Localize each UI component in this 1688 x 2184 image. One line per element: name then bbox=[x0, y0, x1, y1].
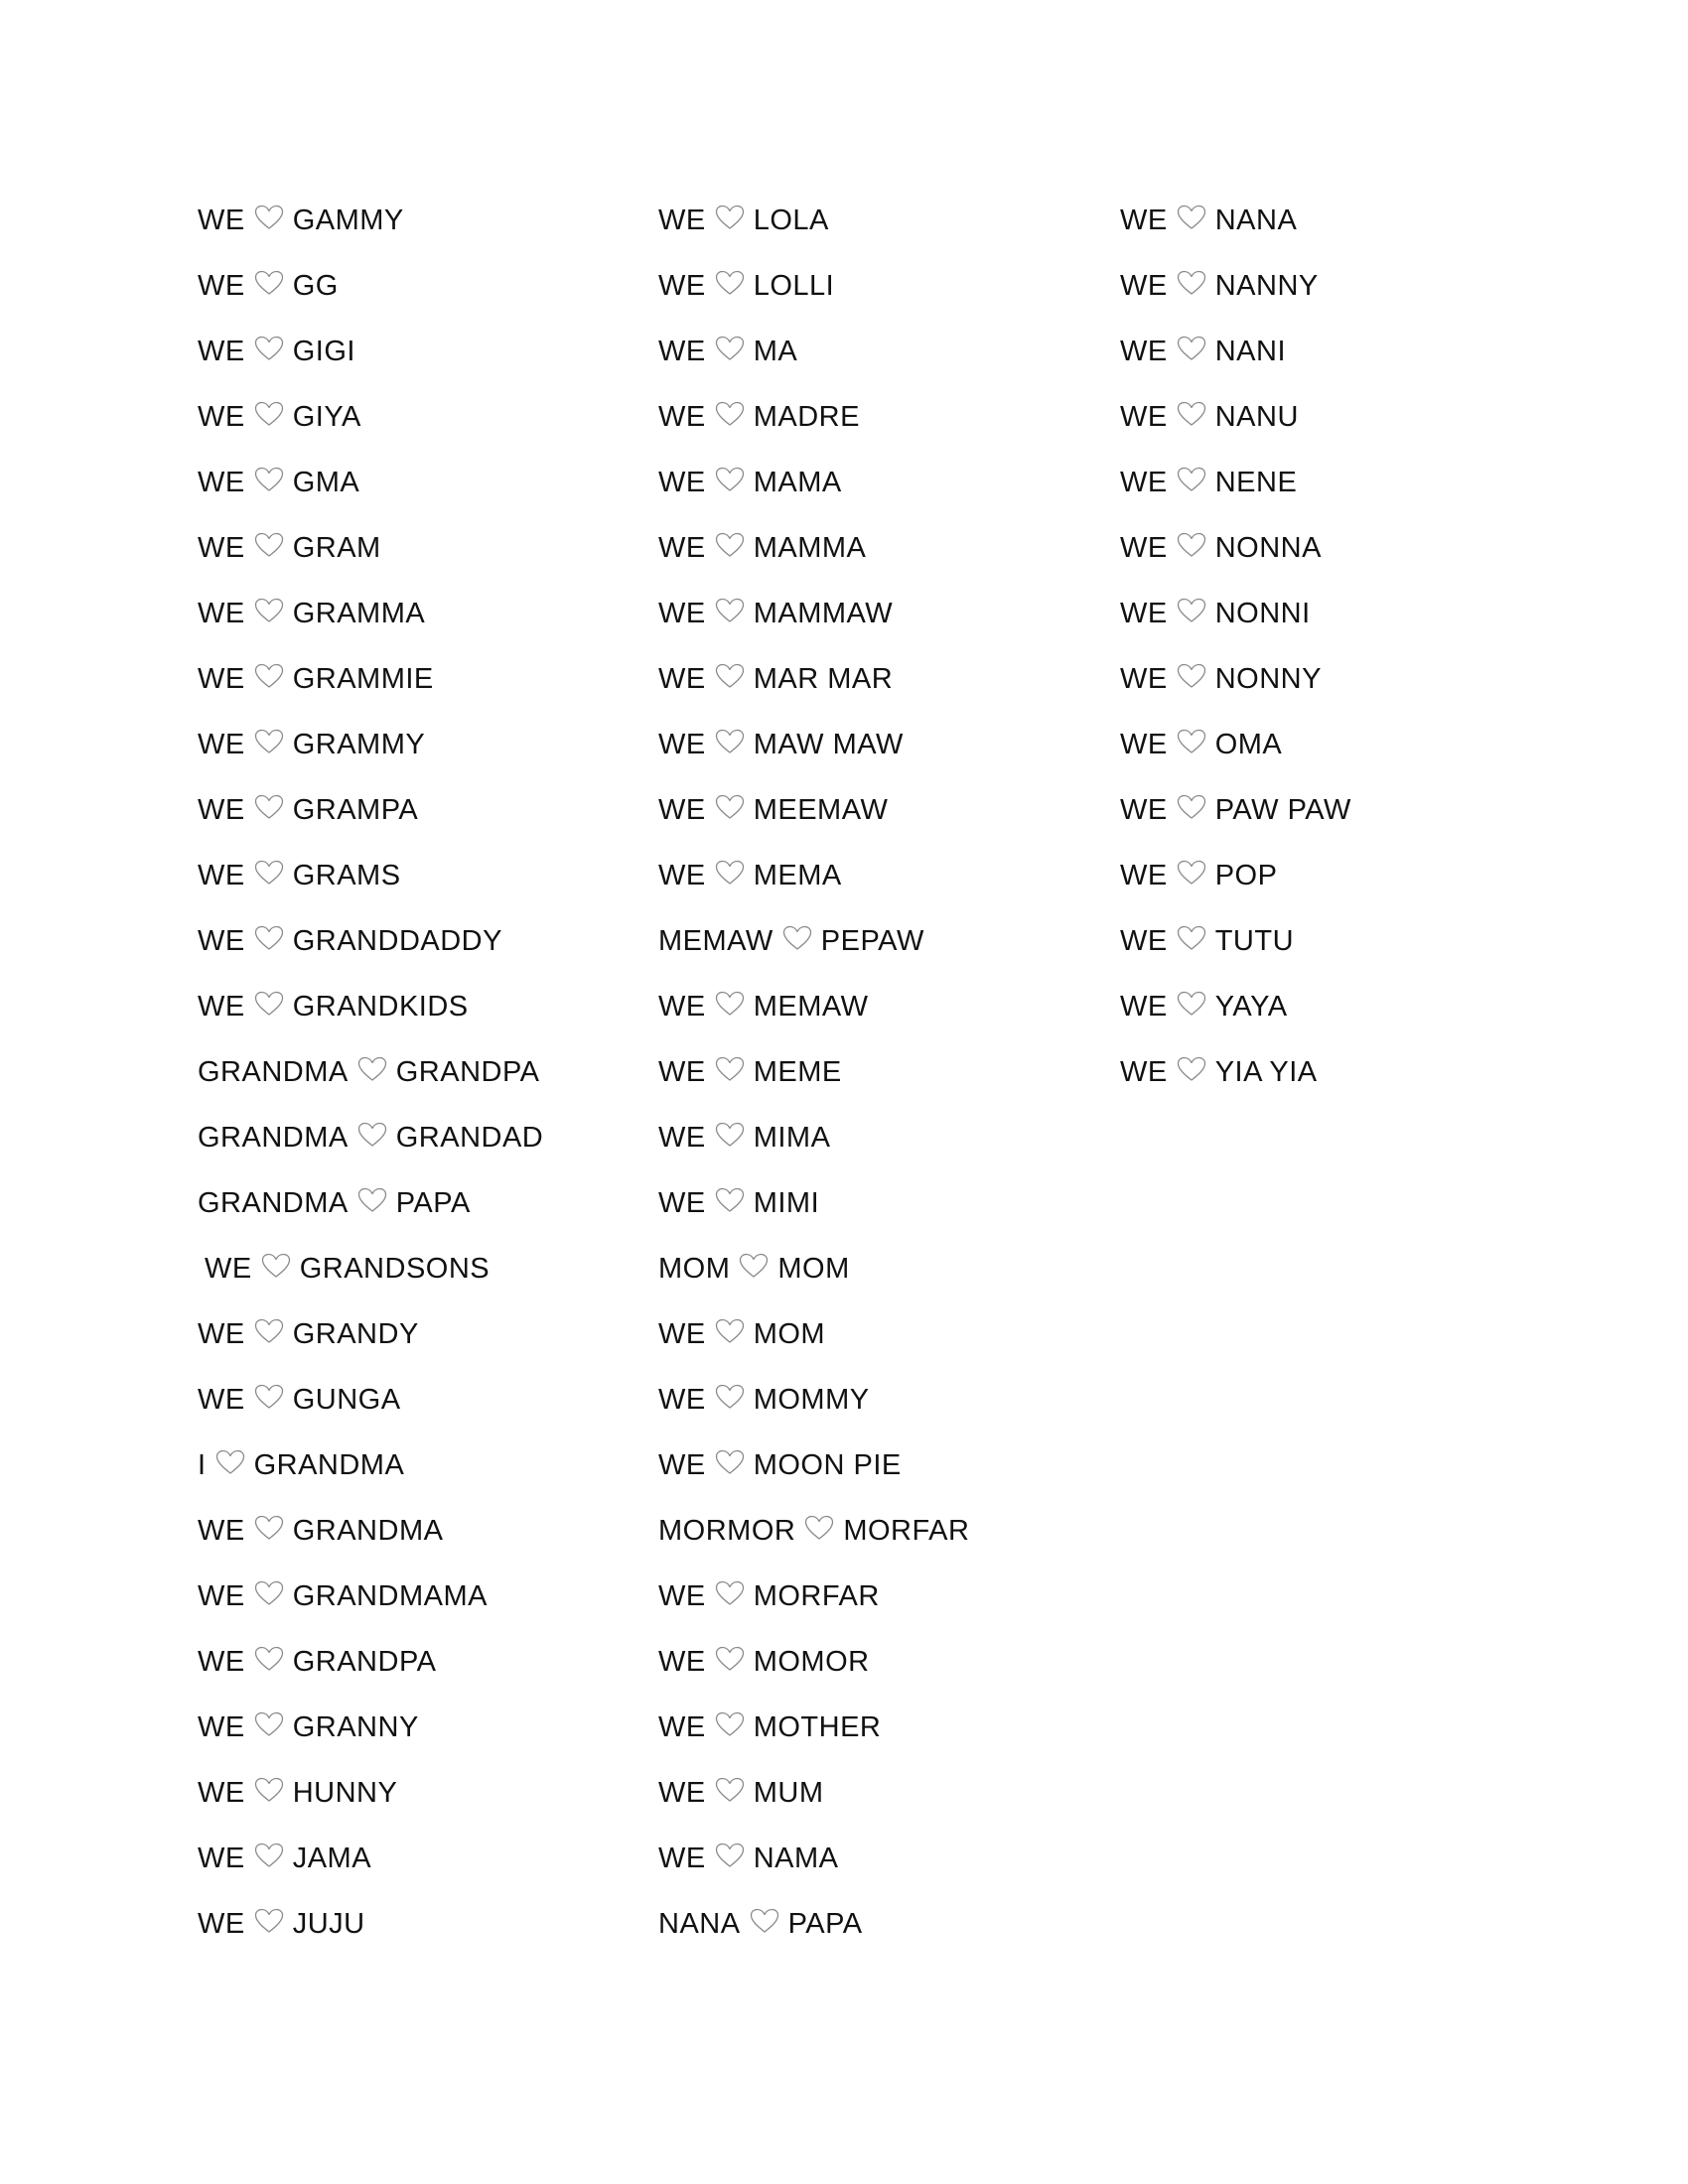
list-item bbox=[658, 330, 969, 395]
heart-outline-icon bbox=[1177, 925, 1206, 951]
entry-right-text: NANNY bbox=[1214, 270, 1319, 302]
entry-right-text: GAMMY bbox=[292, 205, 404, 236]
list-item bbox=[198, 788, 543, 854]
heart-outline-icon bbox=[1177, 336, 1206, 361]
entry-right-text: GRANDY bbox=[292, 1318, 419, 1350]
entry-right-text: GRANDMA bbox=[292, 1515, 444, 1547]
list-item bbox=[198, 985, 543, 1050]
entry-left-text: WE bbox=[198, 467, 245, 498]
list-item bbox=[198, 1902, 543, 1968]
entry-left-text: WE bbox=[658, 1122, 706, 1154]
list-item bbox=[1120, 919, 1351, 985]
heart-outline-icon bbox=[750, 1908, 779, 1934]
heart-outline-icon bbox=[254, 663, 284, 689]
heart-outline-icon bbox=[357, 1187, 387, 1213]
heart-outline-icon bbox=[715, 598, 745, 623]
entry-left-text: WE bbox=[1120, 598, 1168, 629]
heart-outline-icon bbox=[215, 1449, 245, 1475]
list-item bbox=[198, 1509, 543, 1574]
entry-right-text: MOM bbox=[777, 1253, 850, 1285]
heart-outline-icon bbox=[254, 925, 284, 951]
entry-left-text: WE bbox=[1120, 532, 1168, 564]
entry-left-text: WE bbox=[658, 1318, 706, 1350]
entry-left-text: WE bbox=[198, 1646, 245, 1678]
list-item bbox=[1120, 264, 1351, 330]
entry-right-text: GRANDAD bbox=[395, 1122, 544, 1154]
heart-outline-icon bbox=[254, 401, 284, 427]
entry-right-text: MOON PIE bbox=[753, 1449, 902, 1481]
entry-left-text: WE bbox=[658, 1777, 706, 1809]
entry-right-text: LOLA bbox=[753, 205, 829, 236]
list-item bbox=[1120, 526, 1351, 592]
heart-outline-icon bbox=[254, 1777, 284, 1803]
list-item bbox=[198, 1443, 543, 1509]
heart-outline-icon bbox=[261, 1253, 291, 1279]
list-item bbox=[658, 395, 969, 461]
list-item bbox=[658, 985, 969, 1050]
heart-outline-icon bbox=[739, 1253, 769, 1279]
list-item bbox=[198, 1706, 543, 1771]
entry-left-text: WE bbox=[1120, 925, 1168, 957]
entry-left-text: WE bbox=[658, 270, 706, 302]
heart-outline-icon bbox=[254, 1384, 284, 1410]
heart-outline-icon bbox=[782, 925, 812, 951]
entry-right-text: MAMMA bbox=[753, 532, 867, 564]
entry-right-text: MAMMAW bbox=[753, 598, 894, 629]
list-item bbox=[198, 1378, 543, 1443]
heart-outline-icon bbox=[1177, 205, 1206, 230]
entry-left-text: WE bbox=[198, 401, 245, 433]
entry-left-text: WE bbox=[198, 270, 245, 302]
entry-right-text: GRANDPA bbox=[292, 1646, 437, 1678]
entry-left-text: WE bbox=[198, 1843, 245, 1874]
heart-outline-icon bbox=[1177, 663, 1206, 689]
entry-left-text: WE bbox=[658, 1187, 706, 1219]
list-item bbox=[658, 1640, 969, 1706]
heart-outline-icon bbox=[715, 1187, 745, 1213]
entry-left-text: WE bbox=[658, 1843, 706, 1874]
heart-outline-icon bbox=[254, 1908, 284, 1934]
entry-right-text: PEPAW bbox=[820, 925, 924, 957]
entry-left-text: GRANDMA bbox=[198, 1187, 349, 1219]
entry-left-text: WE bbox=[1120, 270, 1168, 302]
heart-outline-icon bbox=[254, 991, 284, 1017]
entry-left-text: WE bbox=[198, 1384, 245, 1416]
column-2 bbox=[658, 199, 969, 1968]
entry-left-text: WE bbox=[198, 1580, 245, 1612]
entry-left-text: WE bbox=[658, 1646, 706, 1678]
entry-left-text: WE bbox=[1120, 1056, 1168, 1088]
entry-left-text: WE bbox=[1120, 205, 1168, 236]
entry-right-text: JAMA bbox=[292, 1843, 372, 1874]
entry-left-text: GRANDMA bbox=[198, 1122, 349, 1154]
heart-outline-icon bbox=[357, 1122, 387, 1148]
entry-left-text: WE bbox=[198, 598, 245, 629]
entry-right-text: MIMA bbox=[753, 1122, 831, 1154]
entry-left-text: WE bbox=[658, 1056, 706, 1088]
entry-left-text: WE bbox=[198, 1777, 245, 1809]
list-item bbox=[198, 723, 543, 788]
entry-right-text: TUTU bbox=[1214, 925, 1295, 957]
list-item bbox=[658, 199, 969, 264]
list-item bbox=[658, 919, 969, 985]
heart-outline-icon bbox=[1177, 401, 1206, 427]
list-item bbox=[198, 854, 543, 919]
list-item bbox=[198, 330, 543, 395]
entry-right-text: OMA bbox=[1214, 729, 1283, 760]
entry-left-text: WE bbox=[658, 860, 706, 891]
entry-left-text: WE bbox=[1120, 467, 1168, 498]
list-item bbox=[1120, 723, 1351, 788]
entry-right-text: GRANDKIDS bbox=[292, 991, 469, 1023]
list-item bbox=[658, 1181, 969, 1247]
entry-right-text: NONNA bbox=[1214, 532, 1322, 564]
heart-outline-icon bbox=[715, 1318, 745, 1344]
list-item bbox=[1120, 854, 1351, 919]
heart-outline-icon bbox=[254, 1646, 284, 1672]
list-item bbox=[1120, 592, 1351, 657]
entry-right-text: MEME bbox=[753, 1056, 842, 1088]
list-item bbox=[658, 788, 969, 854]
list-item bbox=[658, 1706, 969, 1771]
entry-right-text: MIMI bbox=[753, 1187, 820, 1219]
entry-right-text: GRANDDADDY bbox=[292, 925, 502, 957]
entry-left-text: WE bbox=[658, 401, 706, 433]
entry-right-text: GMA bbox=[292, 467, 360, 498]
heart-outline-icon bbox=[715, 1646, 745, 1672]
entry-left-text: WE bbox=[658, 1449, 706, 1481]
list-item bbox=[198, 657, 543, 723]
heart-outline-icon bbox=[804, 1515, 834, 1541]
entry-left-text: WE bbox=[658, 794, 706, 826]
entry-right-text: MUM bbox=[753, 1777, 824, 1809]
entry-left-text: WE bbox=[658, 729, 706, 760]
heart-outline-icon bbox=[254, 336, 284, 361]
entry-left-text: GRANDMA bbox=[198, 1056, 349, 1088]
entry-left-text: WE bbox=[198, 991, 245, 1023]
list-item bbox=[658, 1116, 969, 1181]
heart-outline-icon bbox=[715, 467, 745, 492]
list-item bbox=[658, 657, 969, 723]
entry-left-text: WE bbox=[198, 729, 245, 760]
entry-left-text: WE bbox=[198, 1318, 245, 1350]
list-item bbox=[198, 526, 543, 592]
entry-right-text: JUJU bbox=[292, 1908, 365, 1940]
heart-outline-icon bbox=[254, 794, 284, 820]
entry-left-text: WE bbox=[658, 991, 706, 1023]
heart-outline-icon bbox=[715, 1384, 745, 1410]
list-item bbox=[1120, 199, 1351, 264]
heart-outline-icon bbox=[1177, 1056, 1206, 1082]
entry-right-text: GRANDMA bbox=[253, 1449, 405, 1481]
list-item bbox=[198, 592, 543, 657]
heart-outline-icon bbox=[254, 598, 284, 623]
entry-right-text: GRAMMA bbox=[292, 598, 426, 629]
entry-right-text: PAPA bbox=[787, 1908, 863, 1940]
entry-right-text: NANI bbox=[1214, 336, 1287, 367]
entry-left-text: WE bbox=[1120, 794, 1168, 826]
heart-outline-icon bbox=[715, 401, 745, 427]
list-item bbox=[658, 1902, 969, 1968]
entry-left-text: WE bbox=[198, 1515, 245, 1547]
list-item bbox=[198, 1640, 543, 1706]
entry-right-text: MEEMAW bbox=[753, 794, 889, 826]
entry-left-text: WE bbox=[205, 1253, 252, 1285]
list-item bbox=[198, 1050, 543, 1116]
entry-right-text: MOMOR bbox=[753, 1646, 870, 1678]
entry-left-text: WE bbox=[1120, 991, 1168, 1023]
entry-left-text: MEMAW bbox=[658, 925, 774, 957]
entry-left-text: I bbox=[198, 1449, 207, 1481]
heart-outline-icon bbox=[254, 1711, 284, 1737]
entry-right-text: PAW PAW bbox=[1214, 794, 1351, 826]
entry-left-text: WE bbox=[198, 1908, 245, 1940]
heart-outline-icon bbox=[254, 1515, 284, 1541]
heart-outline-icon bbox=[357, 1056, 387, 1082]
entry-left-text: WE bbox=[658, 467, 706, 498]
entry-right-text: GRAMS bbox=[292, 860, 401, 891]
list-item bbox=[658, 854, 969, 919]
list-item bbox=[658, 1837, 969, 1902]
list-item bbox=[658, 1443, 969, 1509]
entry-right-text: MOM bbox=[753, 1318, 826, 1350]
entry-left-text: MOM bbox=[658, 1253, 731, 1285]
entry-left-text: WE bbox=[198, 860, 245, 891]
entry-left-text: WE bbox=[1120, 860, 1168, 891]
list-item bbox=[198, 461, 543, 526]
entry-right-text: NANA bbox=[1214, 205, 1298, 236]
entry-left-text: WE bbox=[1120, 401, 1168, 433]
heart-outline-icon bbox=[715, 532, 745, 558]
entry-right-text: MAR MAR bbox=[753, 663, 894, 695]
entry-left-text: WE bbox=[198, 205, 245, 236]
entry-right-text: MORFAR bbox=[843, 1515, 970, 1547]
list-item bbox=[658, 1312, 969, 1378]
list-item bbox=[658, 592, 969, 657]
entry-right-text: NANU bbox=[1214, 401, 1299, 433]
entry-right-text: NONNI bbox=[1214, 598, 1311, 629]
heart-outline-icon bbox=[715, 729, 745, 754]
entry-left-text: WE bbox=[658, 1711, 706, 1743]
entry-left-text: NANA bbox=[658, 1908, 741, 1940]
entry-right-text: GRAMMY bbox=[292, 729, 426, 760]
entry-right-text: MADRE bbox=[753, 401, 860, 433]
entry-right-text: POP bbox=[1214, 860, 1278, 891]
entry-right-text: YAYA bbox=[1214, 991, 1288, 1023]
entry-right-text: MAW MAW bbox=[753, 729, 904, 760]
entry-left-text: WE bbox=[198, 794, 245, 826]
entry-right-text: MORFAR bbox=[753, 1580, 880, 1612]
heart-outline-icon bbox=[715, 336, 745, 361]
list-item bbox=[198, 1574, 543, 1640]
list-item bbox=[198, 395, 543, 461]
list-item bbox=[658, 526, 969, 592]
entry-left-text: WE bbox=[198, 532, 245, 564]
list-item bbox=[1120, 330, 1351, 395]
entry-left-text: WE bbox=[198, 663, 245, 695]
entry-right-text: MEMA bbox=[753, 860, 842, 891]
entry-right-text: PAPA bbox=[395, 1187, 471, 1219]
heart-outline-icon bbox=[715, 1711, 745, 1737]
heart-outline-icon bbox=[254, 1843, 284, 1868]
heart-outline-icon bbox=[254, 860, 284, 886]
heart-outline-icon bbox=[715, 1580, 745, 1606]
list-item bbox=[658, 461, 969, 526]
entry-left-text: WE bbox=[1120, 729, 1168, 760]
entry-right-text: GIGI bbox=[292, 336, 355, 367]
entry-right-text: MEMAW bbox=[753, 991, 869, 1023]
entry-right-text: HUNNY bbox=[292, 1777, 398, 1809]
heart-outline-icon bbox=[254, 532, 284, 558]
heart-outline-icon bbox=[1177, 729, 1206, 754]
entry-left-text: WE bbox=[658, 598, 706, 629]
entry-right-text: GIYA bbox=[292, 401, 361, 433]
list-item bbox=[658, 1378, 969, 1443]
entry-right-text: GRANDPA bbox=[395, 1056, 540, 1088]
heart-outline-icon bbox=[254, 270, 284, 296]
entry-left-text: WE bbox=[658, 205, 706, 236]
entry-right-text: LOLLI bbox=[753, 270, 835, 302]
list-item bbox=[198, 199, 543, 264]
list-item bbox=[658, 1574, 969, 1640]
list-item bbox=[1120, 657, 1351, 723]
heart-outline-icon bbox=[715, 663, 745, 689]
entry-right-text: MA bbox=[753, 336, 798, 367]
list-item bbox=[198, 1181, 543, 1247]
entry-right-text: GG bbox=[292, 270, 339, 302]
heart-outline-icon bbox=[254, 729, 284, 754]
entry-left-text: WE bbox=[198, 1711, 245, 1743]
heart-outline-icon bbox=[254, 467, 284, 492]
heart-outline-icon bbox=[715, 1056, 745, 1082]
entry-right-text: GRANDSONS bbox=[299, 1253, 491, 1285]
heart-outline-icon bbox=[254, 205, 284, 230]
list-item bbox=[198, 919, 543, 985]
heart-outline-icon bbox=[1177, 860, 1206, 886]
entry-left-text: WE bbox=[658, 336, 706, 367]
heart-outline-icon bbox=[1177, 270, 1206, 296]
list-item bbox=[1120, 985, 1351, 1050]
column-3 bbox=[1120, 199, 1351, 1116]
entry-right-text: MOMMY bbox=[753, 1384, 870, 1416]
entry-right-text: NAMA bbox=[753, 1843, 839, 1874]
entry-right-text: GRAM bbox=[292, 532, 381, 564]
heart-outline-icon bbox=[1177, 467, 1206, 492]
heart-outline-icon bbox=[1177, 532, 1206, 558]
heart-outline-icon bbox=[715, 205, 745, 230]
entry-left-text: MORMOR bbox=[658, 1515, 796, 1547]
list-item bbox=[658, 264, 969, 330]
entry-right-text: GRAMPA bbox=[292, 794, 419, 826]
entry-right-text: NENE bbox=[1214, 467, 1298, 498]
list-item bbox=[198, 264, 543, 330]
list-item bbox=[1120, 461, 1351, 526]
list-item bbox=[198, 1771, 543, 1837]
list-item bbox=[658, 1771, 969, 1837]
column-1 bbox=[198, 199, 543, 1968]
list-item bbox=[1120, 788, 1351, 854]
heart-outline-icon bbox=[715, 860, 745, 886]
entry-left-text: WE bbox=[198, 925, 245, 957]
heart-outline-icon bbox=[1177, 598, 1206, 623]
heart-outline-icon bbox=[1177, 991, 1206, 1017]
entry-right-text: GUNGA bbox=[292, 1384, 401, 1416]
heart-outline-icon bbox=[715, 1777, 745, 1803]
heart-outline-icon bbox=[715, 991, 745, 1017]
entry-left-text: WE bbox=[1120, 336, 1168, 367]
list-item bbox=[198, 1312, 543, 1378]
list-item bbox=[658, 1050, 969, 1116]
entry-left-text: WE bbox=[1120, 663, 1168, 695]
heart-outline-icon bbox=[715, 1449, 745, 1475]
list-item bbox=[658, 1247, 969, 1312]
entry-right-text: MAMA bbox=[753, 467, 842, 498]
heart-outline-icon bbox=[254, 1318, 284, 1344]
heart-outline-icon bbox=[715, 1122, 745, 1148]
entry-left-text: WE bbox=[658, 1384, 706, 1416]
entry-left-text: WE bbox=[658, 1580, 706, 1612]
entry-right-text: GRANNY bbox=[292, 1711, 419, 1743]
list-item bbox=[198, 1247, 543, 1312]
heart-outline-icon bbox=[715, 1843, 745, 1868]
list-item bbox=[198, 1116, 543, 1181]
heart-outline-icon bbox=[1177, 794, 1206, 820]
entry-right-text: GRANDMAMA bbox=[292, 1580, 488, 1612]
entry-left-text: WE bbox=[658, 663, 706, 695]
heart-outline-icon bbox=[254, 1580, 284, 1606]
list-item bbox=[1120, 395, 1351, 461]
entry-right-text: NONNY bbox=[1214, 663, 1322, 695]
heart-outline-icon bbox=[715, 270, 745, 296]
entry-left-text: WE bbox=[198, 336, 245, 367]
list-item bbox=[1120, 1050, 1351, 1116]
list-item bbox=[658, 1509, 969, 1574]
heart-outline-icon bbox=[715, 794, 745, 820]
list-item bbox=[198, 1837, 543, 1902]
entry-right-text: YIA YIA bbox=[1214, 1056, 1318, 1088]
entry-right-text: GRAMMIE bbox=[292, 663, 434, 695]
list-item bbox=[658, 723, 969, 788]
entry-left-text: WE bbox=[658, 532, 706, 564]
entry-right-text: MOTHER bbox=[753, 1711, 882, 1743]
